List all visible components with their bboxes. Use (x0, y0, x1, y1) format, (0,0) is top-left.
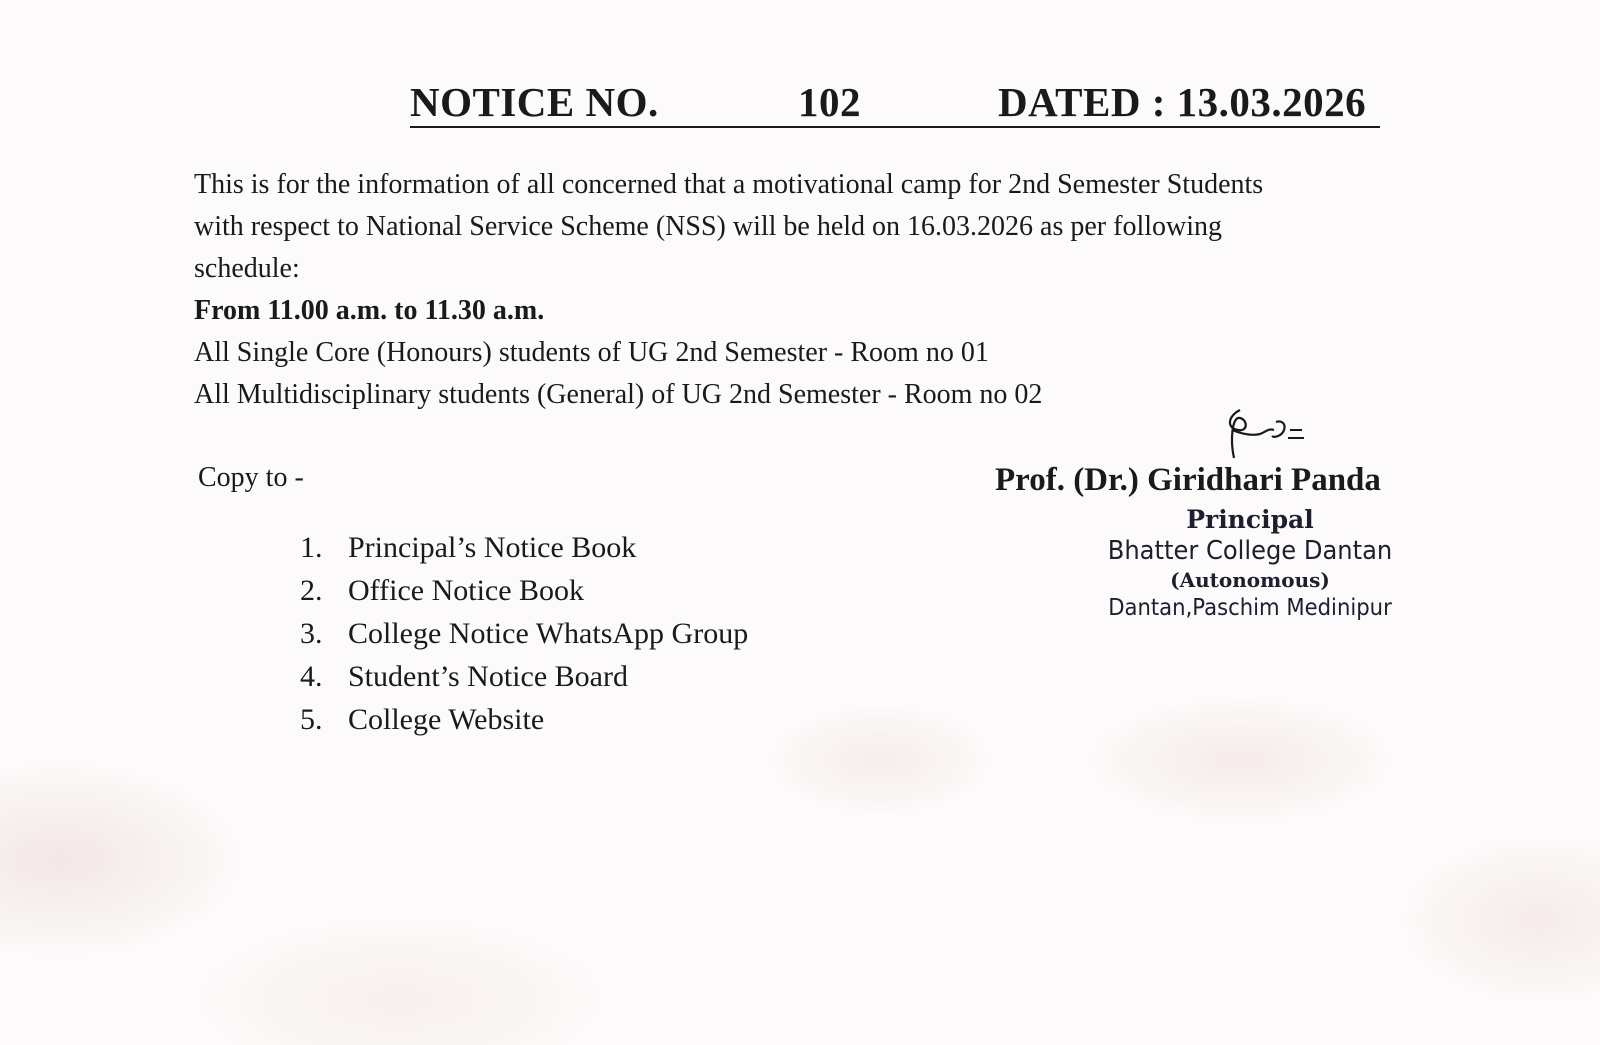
notice-body (194, 164, 1454, 416)
copy-to-item: 3. College Notice WhatsApp Group (300, 617, 749, 650)
notice-header (410, 78, 1380, 128)
copy-to-item: 2. Office Notice Book (300, 574, 585, 607)
copy-to-list (300, 526, 748, 741)
copy-to-label: Copy to - (198, 462, 304, 493)
stamp-place: Dantan,Paschim Medinipur (1108, 595, 1392, 621)
copy-to-item: 5. College Website (300, 703, 545, 736)
copy-to-item: 4. Student’s Notice Board (300, 660, 628, 693)
body-line-2: with respect to National Service Scheme (NSS) will be held on 16.03.2026 as per following (194, 211, 1223, 242)
handwritten-signature (1218, 400, 1318, 470)
schedule-item-2: All Multidisciplinary students (General) of UG 2nd Semester - Room no 02 (194, 379, 1043, 410)
notice-number: 102 (798, 79, 861, 125)
body-line-1: This is for the information of all concerned that a motivational camp for 2nd Semester Students (194, 169, 1264, 200)
stamp-title: Principal (1186, 505, 1314, 534)
notice-label: NOTICE NO. (410, 79, 659, 125)
stamp-status: (Autonomous) (1170, 568, 1330, 592)
principal-stamp (1080, 504, 1420, 622)
notice-date: DATED : 13.03.2026 (998, 79, 1367, 125)
schedule-item-1: All Single Core (Honours) students of UG 2nd Semester - Room no 01 (194, 337, 989, 368)
body-line-3: schedule: (194, 253, 300, 284)
schedule-time: From 11.00 a.m. to 11.30 a.m. (194, 295, 545, 326)
signatory-name: Prof. (Dr.) Giridhari Panda (995, 462, 1381, 498)
copy-to-item: 1. Principal’s Notice Book (300, 531, 637, 564)
stamp-college: Bhatter College Dantan (1107, 536, 1393, 566)
